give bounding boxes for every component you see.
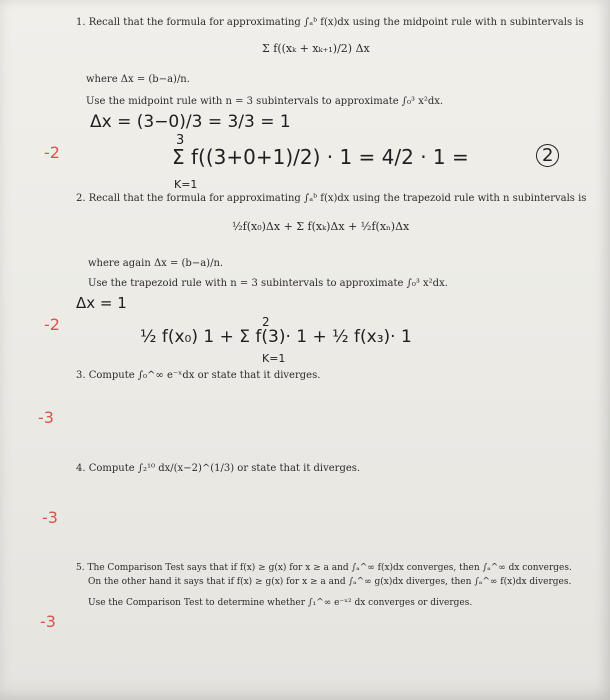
q1-formula: Σ f((xₖ + xₖ₊₁)/2) Δx	[262, 42, 370, 55]
q1-where: where Δx = (b−a)/n.	[86, 74, 190, 85]
q2-handwritten-work: ½ f(x₀) 1 + Σ f(3)· 1 + ½ f(x₃)· 1	[140, 327, 412, 347]
q1-task: Use the midpoint rule with n = 3 subintervals to approximate ∫₀³ x²dx.	[86, 96, 444, 107]
q2-formula: ½f(x₀)Δx + Σ f(xₖ)Δx + ½f(xₙ)Δx	[232, 220, 410, 233]
q2-where: where again Δx = (b−a)/n.	[88, 258, 224, 269]
q1-handwritten-sum: Σ f((3+0+1)/2) · 1 = 4/2 · 1 =	[172, 145, 469, 169]
q2-handwritten-dx: Δx = 1	[76, 294, 127, 312]
q1-handwritten-dx: Δx = (3−0)/3 = 3/3 = 1	[90, 112, 291, 132]
q4-grade-mark: -3	[42, 508, 58, 527]
q2-sum-lower: K=1	[262, 352, 286, 365]
q5-grade-mark: -3	[40, 612, 56, 631]
q2-prompt: 2. Recall that the formula for approximating ∫ₐᵇ f(x)dx using the trapezoid rule with n subintervals is	[76, 193, 587, 204]
q1-grade-mark: -2	[44, 143, 60, 162]
q2-sum-upper: 2	[262, 315, 270, 329]
q3-text: 3. Compute ∫₀^∞ e⁻ˣdx or state that it diverges.	[76, 370, 321, 381]
q5-line3: Use the Comparison Test to determine whether ∫₁^∞ e⁻ˣ² dx converges or diverges.	[88, 598, 473, 608]
q2-grade-mark: -2	[44, 315, 60, 334]
q1-prompt: 1. Recall that the formula for approximating ∫ₐᵇ f(x)dx using the midpoint rule with n subintervals is	[76, 17, 584, 28]
q1-sum-lower: K=1	[174, 178, 198, 191]
q2-task: Use the trapezoid rule with n = 3 subintervals to approximate ∫₀³ x²dx.	[88, 278, 448, 289]
q1-sum-upper: 3	[176, 133, 185, 148]
q5-line2: On the other hand it says that if f(x) ≥ g(x) for x ≥ a and ∫ₐ^∞ g(x)dx diverges, then ∫ₐ^∞ f(x)dx diverges.	[88, 577, 572, 587]
q4-text: 4. Compute ∫₂¹⁰ dx/(x−2)^(1/3) or state that it diverges.	[76, 463, 361, 474]
q3-grade-mark: -3	[38, 408, 54, 427]
q5-line1: 5. The Comparison Test says that if f(x) ≥ g(x) for x ≥ a and ∫ₐ^∞ f(x)dx converges, then ∫ₐ^∞ dx converges.	[76, 563, 572, 573]
q1-circled-answer: 2	[536, 144, 559, 167]
